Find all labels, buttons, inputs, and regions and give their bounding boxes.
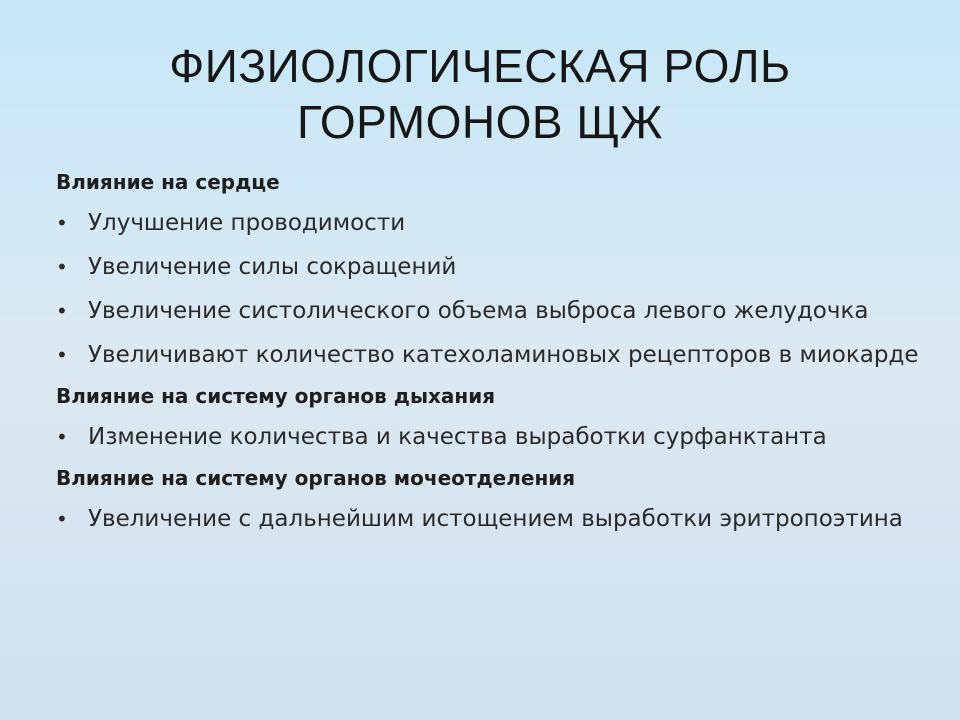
bullet-text: Изменение количества и качества выработки сурфанктанта <box>88 424 827 450</box>
bullet-icon: • <box>56 343 68 367</box>
slide-title <box>0 38 960 150</box>
bullet-icon: • <box>56 211 68 235</box>
bullet-icon: • <box>56 255 68 279</box>
section-heading: Влияние на сердце <box>56 170 280 194</box>
bullet-list <box>56 502 936 536</box>
section-heart <box>56 168 936 372</box>
section-urinary <box>56 464 936 536</box>
bullet-icon: • <box>56 425 68 449</box>
slide-title-line-2: ГОРМОНОВ ЩЖ <box>297 96 663 148</box>
section-respiratory <box>56 382 936 454</box>
bullet-icon: • <box>56 299 68 323</box>
slide-title-line-1: ФИЗИОЛОГИЧЕСКАЯ РОЛЬ <box>169 40 791 92</box>
bullet-text: Увеличение с дальнейшим истощением выработки эритропоэтина <box>88 506 903 532</box>
bullet-item <box>56 294 936 328</box>
bullet-list <box>56 420 936 454</box>
bullet-text: Увеличивают количество катехоламиновых рецепторов в миокарде <box>88 342 919 368</box>
slide-content <box>56 168 936 546</box>
bullet-list <box>56 206 936 372</box>
bullet-item <box>56 206 936 240</box>
bullet-item <box>56 250 936 284</box>
bullet-icon: • <box>56 507 68 531</box>
section-heading: Влияние на систему органов мочеотделения <box>56 466 576 490</box>
bullet-text: Увеличение систолического объема выброса левого желудочка <box>88 298 869 324</box>
bullet-item <box>56 420 936 454</box>
bullet-text: Увеличение силы сокращений <box>88 254 457 280</box>
bullet-item <box>56 338 936 372</box>
bullet-item <box>56 502 936 536</box>
section-heading: Влияние на систему органов дыхания <box>56 384 496 408</box>
bullet-text: Улучшение проводимости <box>88 210 406 236</box>
